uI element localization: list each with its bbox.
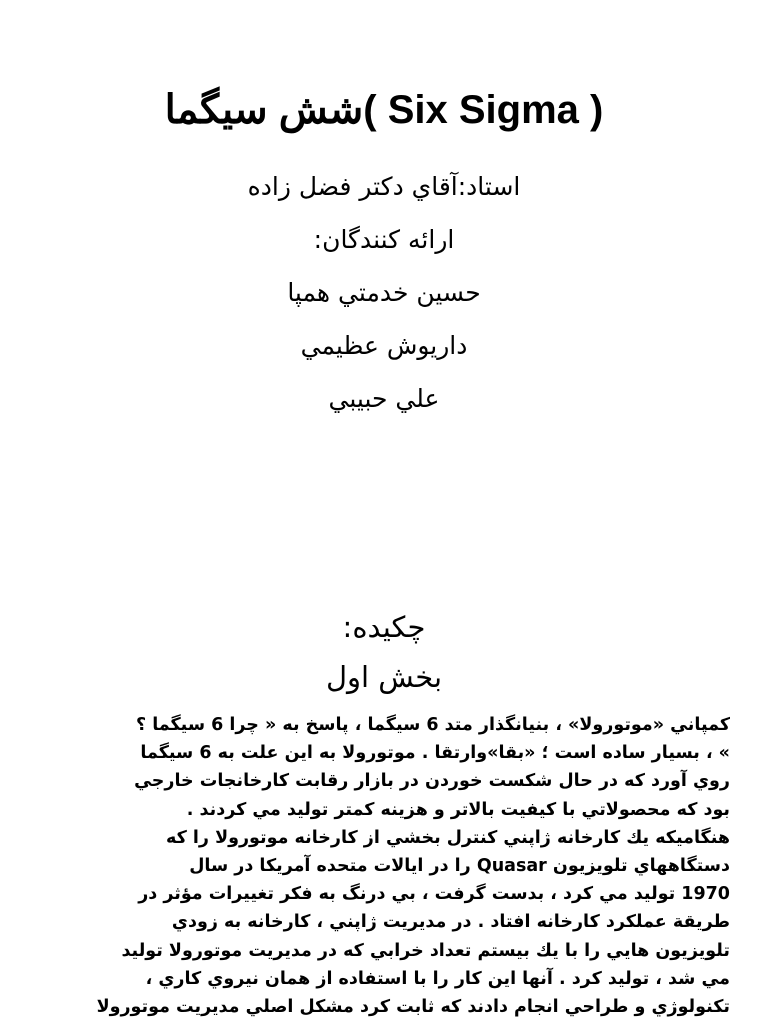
body-line: روي آورد كه در حال شكست خوردن در بازار رقابت كارخانجات خارجي <box>134 771 730 792</box>
document-title: شش سيگما( Six Sigma ) <box>164 88 604 132</box>
presenter-name: علي حبيبي <box>328 384 440 413</box>
presenter-name: حسين خدمتي همپا <box>287 278 481 307</box>
instructor-line: استاد:آقاي دكتر فضل زاده <box>247 172 521 201</box>
body-line: مي شد ، توليد كرد . آنها اين كار را با استفاده از همان نيروي كاري ، <box>145 968 730 989</box>
body-paragraph <box>40 711 730 1021</box>
body-line: دستگاههاي تلويزيون Quasar را در ايالات متحده آمريكا در سال <box>189 855 730 876</box>
abstract-heading: چكيده: <box>342 610 426 644</box>
body-line: بود كه محصولاتي با كيفيت بالاتر و هزينه كمتر توليد مي كردند . <box>186 799 730 820</box>
body-line: كمپاني «موتورولا» ، بنيانگذار متد 6 سيگما ، پاسخ به « چرا 6 سيگما ؟ <box>135 715 730 735</box>
body-line: » ، بسيار ساده است ؛ «بقا»وارتقا . موتورولا به اين علت به 6 سيگما <box>140 743 730 764</box>
body-line: تلويزيون هايي را با يك بيستم تعداد خرابي كه در مديريت موتورولا توليد <box>121 940 730 961</box>
body-line: تكنولوژي و طراحي انجام دادند كه ثابت كرد مشكل اصلي مديريت موتورولا <box>96 996 730 1017</box>
presenters-label: ارائه كنندگان: <box>313 225 455 254</box>
credits-block <box>0 163 768 428</box>
body-line: هنگاميكه يك كارخانه ژاپني كنترل بخشي از كارخانه موتورولا را كه <box>166 827 730 848</box>
body-line: 1970 توليد مي كرد ، بدست گرفت ، بي درنگ به فكر تغييرات مؤثر در <box>138 884 730 905</box>
body-line: طريقة عملكرد كارخانه افتاد . در مديريت ژاپني ، كارخانه به زودي <box>171 912 730 933</box>
presenter-name: داريوش عظيمي <box>300 331 468 360</box>
section-heading: بخش اول <box>325 660 443 694</box>
